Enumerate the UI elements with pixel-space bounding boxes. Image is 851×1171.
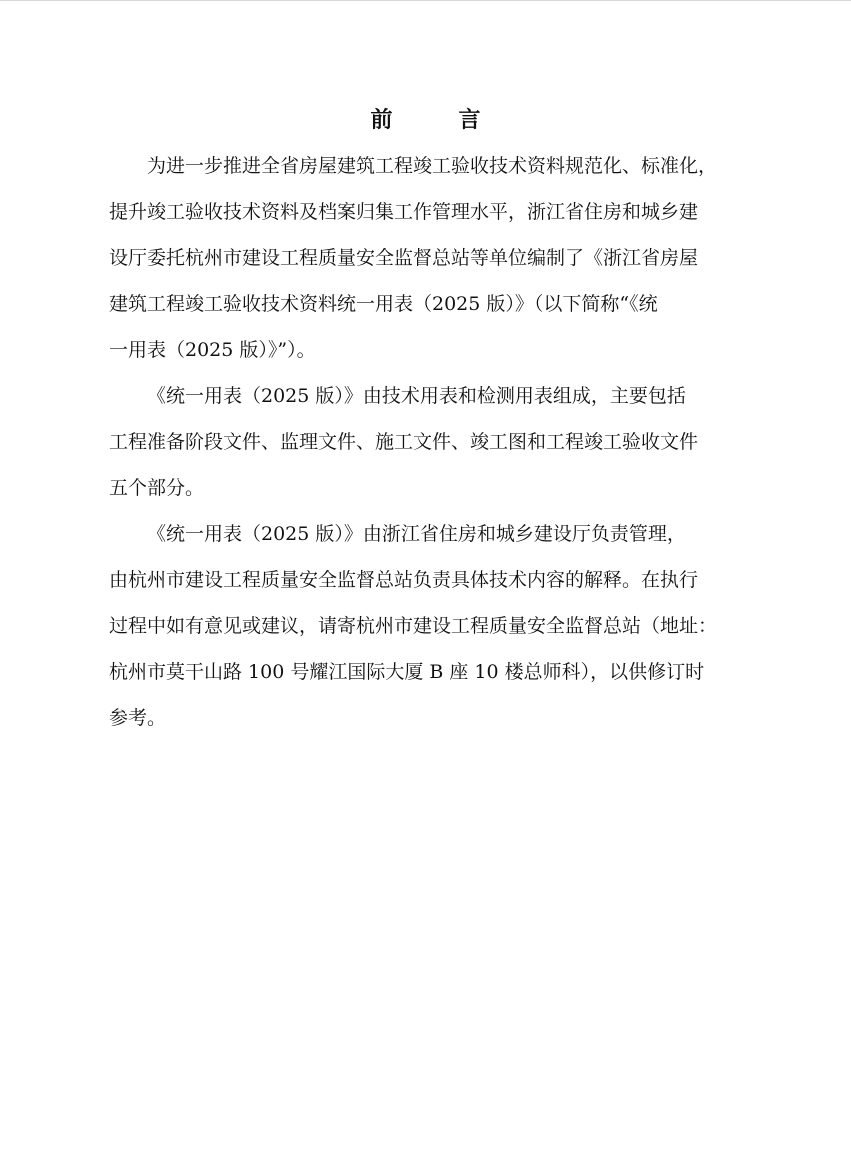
paragraph-2 xyxy=(109,373,749,511)
paragraph-line: 为进一步推进全省房屋建筑工程竣工验收技术资料规范化、标准化， xyxy=(147,155,718,177)
paragraph-line: 《统一用表（2025 版）》由技术用表和检测用表组成，主要包括 xyxy=(147,385,686,407)
paragraph-1 xyxy=(109,143,749,373)
paragraph-line: 提升竣工验收技术资料及档案归集工作管理水平，浙江省住房和城乡建 xyxy=(109,201,699,223)
paragraph-line: 参考。 xyxy=(109,707,167,729)
paragraph-line: 一用表（2025 版）》”）。 xyxy=(109,339,316,361)
paragraph-3 xyxy=(109,511,749,741)
paragraph-line: 由杭州市建设工程质量安全监督总站负责具体技术内容的解释。在执行 xyxy=(109,569,699,591)
page-top-border xyxy=(0,0,851,1)
preface-body xyxy=(109,143,749,741)
page-title: 前 言 xyxy=(370,107,503,133)
paragraph-line: 杭州市莫干山路 100 号耀江国际大厦 B 座 10 楼总师科），以供修订时 xyxy=(109,661,705,683)
paragraph-line: 过程中如有意见或建议，请寄杭州市建设工程质量安全监督总站（地址： xyxy=(109,615,718,637)
paragraph-line: 建筑工程竣工验收技术资料统一用表（2025 版）》（以下简称“《统 xyxy=(109,293,658,315)
paragraph-line: 设厅委托杭州市建设工程质量安全监督总站等单位编制了《浙江省房屋 xyxy=(109,247,699,269)
paragraph-line: 五个部分。 xyxy=(109,477,205,499)
paragraph-line: 《统一用表（2025 版）》由浙江省住房和城乡建设厅负责管理， xyxy=(147,523,686,545)
paragraph-line: 工程准备阶段文件、监理文件、施工文件、竣工图和工程竣工验收文件 xyxy=(109,431,699,453)
